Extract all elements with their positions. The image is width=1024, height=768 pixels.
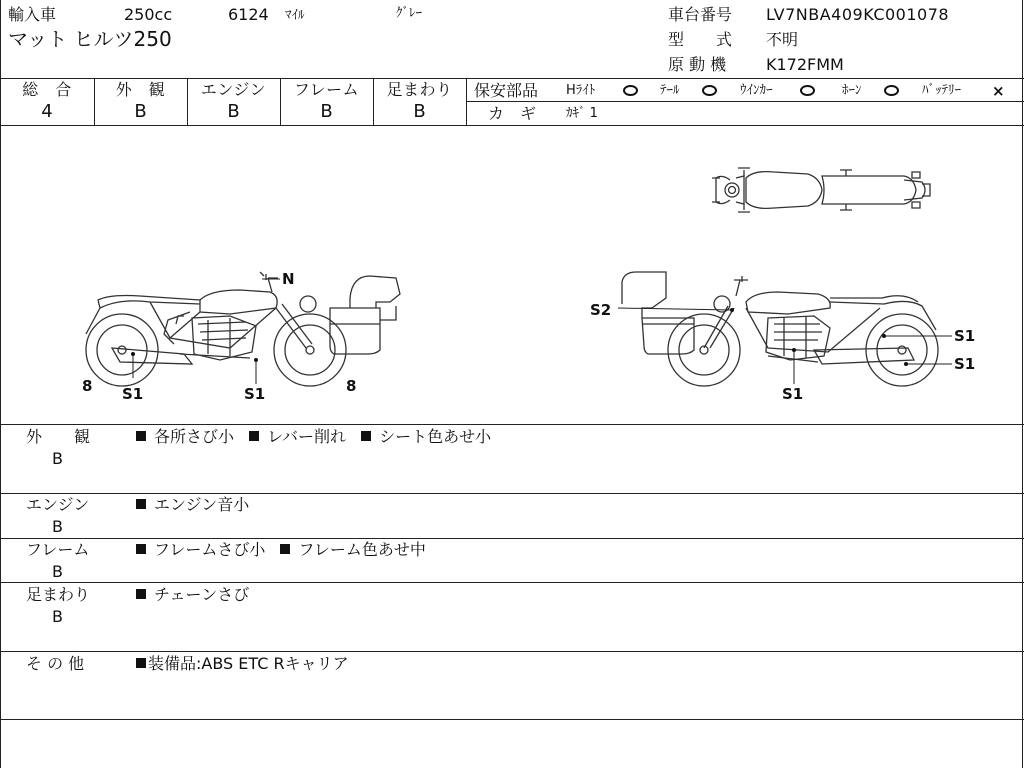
key-value: ｶｷﾞ 1 — [566, 106, 598, 121]
section-items — [136, 426, 501, 448]
section-grade: B — [52, 517, 63, 536]
grade-value: B — [320, 101, 333, 122]
safety-item-label: ｳｲﾝｶｰ — [740, 83, 773, 98]
section-items — [136, 494, 259, 516]
grade-label: エンジン — [200, 80, 267, 99]
divider — [0, 424, 1024, 425]
grade-label: 総 合 — [22, 80, 72, 99]
remark-item: 各所さび小 — [136, 427, 234, 446]
divider — [0, 651, 1024, 652]
remark-item: エンジン音小 — [136, 495, 249, 514]
square-bullet-icon — [136, 499, 146, 509]
divider — [466, 78, 467, 125]
remark-item: フレーム色あせ中 — [280, 540, 425, 559]
frame-no: LV7NBA409KC001078 — [766, 5, 950, 24]
grade-label: フレーム — [293, 80, 360, 99]
ng-cross-icon: × — [992, 82, 1005, 100]
section-category: エンジン — [26, 495, 90, 514]
divider — [0, 582, 1024, 583]
section-category: そ の 他 — [26, 654, 85, 673]
motorcycle-top-view — [708, 164, 938, 216]
square-bullet-icon — [280, 544, 290, 554]
grade-overall — [0, 80, 94, 126]
engine-value: K172FMM — [766, 55, 844, 74]
ok-circle-icon — [702, 85, 717, 96]
grade-label: 外 観 — [115, 80, 166, 99]
mark-dot — [792, 348, 796, 352]
remark-item: 装備品:ABS ETC Rキャリア — [136, 654, 349, 673]
mark-dot — [882, 334, 886, 338]
displacement: 250cc — [124, 5, 173, 24]
divider — [467, 101, 1024, 102]
mark-s1: S1 — [244, 385, 266, 403]
grade-engine — [187, 80, 280, 126]
mark-s1: S1 — [954, 355, 976, 373]
type-value: 不明 — [766, 30, 799, 49]
type-label: 型 式 — [668, 30, 733, 49]
grade-frame — [280, 80, 373, 126]
mark-s1: S1 — [954, 327, 976, 345]
engine-label: 原 動 機 — [668, 55, 727, 74]
section-grade: B — [52, 449, 63, 468]
safety-item-label: ﾃｰﾙ — [660, 83, 680, 98]
mark-dot — [254, 358, 258, 362]
divider — [0, 719, 1024, 720]
remark-item: フレームさび小 — [136, 540, 265, 559]
square-bullet-icon — [136, 544, 146, 554]
square-bullet-icon — [136, 431, 146, 441]
ok-circle-icon — [623, 85, 638, 96]
mark-8: 8 — [82, 377, 93, 395]
frame-no-label: 車台番号 — [668, 5, 733, 24]
safety-item-label: Hﾗｲﾄ — [566, 83, 596, 98]
mark-leader-lines — [0, 260, 1024, 410]
model-name: マット ヒルツ250 — [8, 27, 172, 51]
grade-suspension — [373, 80, 466, 126]
grade-exterior — [94, 80, 187, 126]
section-category: フレーム — [26, 540, 90, 559]
mark-n: N — [282, 270, 295, 288]
square-bullet-icon — [361, 431, 371, 441]
section-items — [136, 653, 359, 675]
remark-item: チェーンさび — [136, 585, 249, 604]
grade-value: B — [413, 101, 426, 122]
mark-8: 8 — [346, 377, 357, 395]
key-label: カ ギ — [488, 104, 537, 123]
mark-dot — [904, 362, 908, 366]
square-bullet-icon — [249, 431, 259, 441]
section-items — [136, 539, 436, 561]
mark-dot — [131, 352, 135, 356]
section-category: 外 観 — [26, 427, 91, 446]
ok-circle-icon — [800, 85, 815, 96]
mark-s2: S2 — [590, 301, 612, 319]
ok-circle-icon — [884, 85, 899, 96]
safety-title: 保安部品 — [474, 81, 539, 100]
square-bullet-icon — [136, 589, 146, 599]
safety-item-label: ﾎｰﾝ — [842, 83, 862, 98]
safety-item-label: ﾊﾞｯﾃﾘｰ — [922, 83, 961, 98]
grade-value: 4 — [41, 101, 53, 122]
mileage-unit: ﾏｲﾙ — [285, 8, 305, 23]
divider — [0, 78, 1024, 79]
square-bullet-icon — [136, 658, 146, 668]
section-grade: B — [52, 607, 63, 626]
mark-s1: S1 — [782, 385, 804, 403]
remark-item: シート色あせ小 — [361, 427, 491, 446]
remark-item: レバー削れ — [249, 427, 346, 446]
import-label: 輸入車 — [8, 5, 57, 24]
grade-value: B — [227, 101, 240, 122]
mark-dot — [730, 308, 734, 312]
section-category: 足まわり — [26, 585, 91, 604]
grade-label: 足まわり — [386, 80, 453, 99]
mileage: 6124 — [228, 5, 269, 24]
section-grade: B — [52, 562, 63, 581]
color: ｸﾞﾚｰ — [396, 6, 422, 21]
grade-value: B — [134, 101, 147, 122]
mark-s1: S1 — [122, 385, 144, 403]
section-items — [136, 584, 259, 606]
